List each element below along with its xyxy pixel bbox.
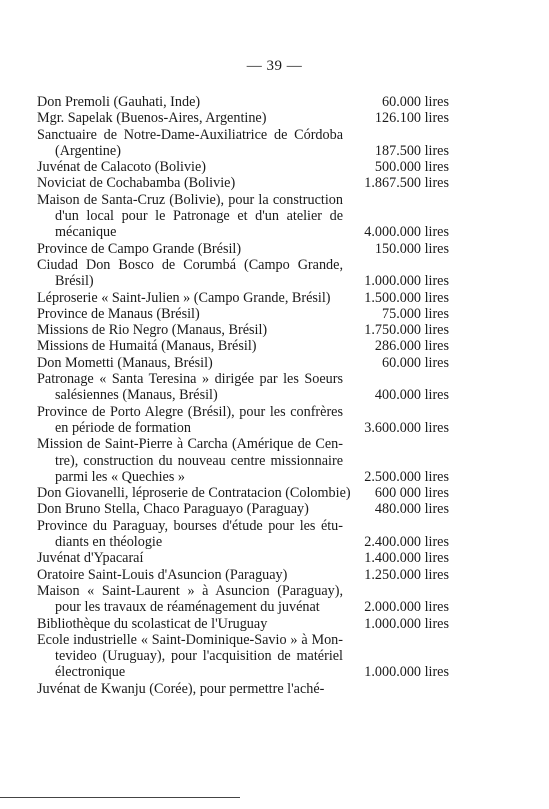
footer-rule [0, 797, 240, 798]
entry-amount: 60.000 lires [382, 94, 449, 110]
donation-entry [37, 290, 449, 306]
donation-entry [37, 501, 449, 517]
entry-description: Bibliothèque du scolasticat de l'Uruguay [37, 615, 268, 632]
donation-entry [37, 322, 449, 338]
entry-amount: 1.400.000 lires [364, 550, 449, 567]
entry-amount: 480.000 lires [374, 501, 449, 518]
entry-description-continuation: salésiennes (Manaus, Brésil) [55, 387, 218, 404]
donation-entry [37, 338, 449, 354]
entry-amount: 60.000 lires [382, 354, 449, 371]
entry-description: Ciudad Don Bosco de Corumbá (Campo Grande, [37, 256, 343, 273]
page-number: — 39 — [246, 58, 303, 74]
entry-amount: 1.867.500 lires [364, 175, 449, 192]
entry-amount: 1.500.000 lires [364, 289, 449, 306]
donation-entry [37, 192, 449, 241]
donation-entry [37, 159, 449, 175]
donation-entry [37, 616, 449, 632]
entry-description-continuation: d'un local pour le Patronage et d'un atelier de [55, 208, 343, 225]
donation-entry [37, 355, 449, 371]
donation-entry [37, 371, 449, 404]
entry-description: Province de Porto Alegre (Brésil), pour les confrères [37, 403, 343, 420]
donation-list [37, 94, 449, 697]
donation-entry [37, 257, 449, 290]
donation-entry [37, 110, 449, 126]
entry-amount: 1.250.000 lires [364, 566, 449, 583]
entry-description: Province de Campo Grande (Brésil) [37, 240, 242, 257]
entry-amount: 600 000 lires [374, 485, 449, 502]
entry-description: Missions de Humaitá (Manaus, Brésil) [37, 338, 257, 355]
entry-description: Don Bruno Stella, Chaco Paraguayo (Paraguay) [37, 501, 309, 518]
entry-amount: 1.000.000 lires [364, 273, 449, 290]
entry-description: Patronage « Santa Teresina » dirigée par les Soeurs [37, 371, 343, 388]
entry-description: Don Premoli (Gauhati, Inde) [37, 94, 201, 110]
entry-description: Juvénat de Calacoto (Bolivie) [37, 159, 207, 176]
entry-amount: 3.600.000 lires [364, 419, 449, 436]
entry-description: Sanctuaire de Notre-Dame-Auxiliatrice de Córdoba [37, 126, 343, 143]
entry-amount: 150.000 lires [374, 240, 449, 257]
entry-amount: 2.500.000 lires [364, 468, 449, 485]
entry-description-continuation: Brésil) [55, 273, 94, 290]
entry-amount: 126.100 lires [374, 110, 449, 127]
donation-entry [37, 306, 449, 322]
entry-description-continuation: tevideo (Uruguay), pour l'acquisition de matériel [55, 648, 343, 665]
entry-description-continuation: (Argentine) [55, 142, 121, 159]
donation-entry [37, 550, 449, 566]
entry-amount: 187.500 lires [374, 142, 449, 159]
donation-entry [37, 404, 449, 437]
entry-description: Mission de Saint-Pierre à Carcha (Amérique de Cen- [37, 436, 343, 453]
entry-description: Maison de Santa-Cruz (Bolivie), pour la construction [37, 191, 343, 208]
entry-description: Léproserie « Saint-Julien » (Campo Grande, Brésil) [37, 289, 331, 306]
entry-description-continuation: électronique [55, 664, 126, 681]
entry-description-continuation: parmi les « Quechies » [55, 468, 186, 485]
entry-description: Juvénat d'Ypacaraí [37, 550, 144, 567]
donation-entry [37, 127, 449, 160]
donation-entry [37, 632, 449, 681]
entry-amount: 286.000 lires [374, 338, 449, 355]
donation-entry [37, 518, 449, 551]
donation-entry [37, 241, 449, 257]
entry-description: Mgr. Sapelak (Buenos-Aires, Argentine) [37, 110, 267, 127]
donation-entry [37, 485, 449, 501]
entry-amount: 1.000.000 lires [364, 664, 449, 681]
entry-description: Province du Paraguay, bourses d'étude pour les étu- [37, 517, 343, 534]
entry-amount: 2.000.000 lires [364, 599, 449, 616]
entry-description-continuation: tre), construction du nouveau centre missionnaire [55, 452, 343, 469]
entry-amount: 1.000.000 lires [364, 615, 449, 632]
entry-description-continuation: en période de formation [55, 419, 191, 436]
entry-description-continuation: diants en théologie [55, 534, 163, 551]
entry-amount: 75.000 lires [382, 305, 449, 322]
entry-amount: 400.000 lires [374, 387, 449, 404]
donation-entry [37, 567, 449, 583]
donation-entry [37, 94, 449, 110]
entry-description: Don Giovanelli, léproserie de Contratacion (Colombie) [37, 485, 351, 502]
entry-description: Ecole industrielle « Saint-Dominique-Savio » à Mon- [37, 631, 343, 648]
donation-entry [37, 436, 449, 485]
donation-entry [37, 681, 449, 697]
entry-description-continuation: pour les travaux de réaménagement du juvénat [55, 599, 320, 616]
donation-entry [37, 583, 449, 616]
entry-description: Noviciat de Cochabamba (Bolivie) [37, 175, 236, 192]
entry-description: Oratoire Saint-Louis d'Asuncion (Paraguay) [37, 566, 288, 583]
entry-amount: 1.750.000 lires [364, 322, 449, 339]
entry-description: Province de Manaus (Brésil) [37, 305, 200, 322]
entry-description: Juvénat de Kwanju (Corée), pour permettre l'aché- [37, 680, 325, 697]
entry-description: Missions de Rio Negro (Manaus, Brésil) [37, 322, 268, 339]
entry-amount: 500.000 lires [374, 159, 449, 176]
entry-description-continuation: mécanique [55, 224, 117, 241]
entry-amount: 2.400.000 lires [364, 534, 449, 551]
donation-entry [37, 175, 449, 191]
entry-amount: 4.000.000 lires [364, 224, 449, 241]
entry-description: Maison « Saint-Laurent » à Asuncion (Paraguay), [37, 582, 343, 599]
entry-description: Don Mometti (Manaus, Brésil) [37, 354, 213, 371]
